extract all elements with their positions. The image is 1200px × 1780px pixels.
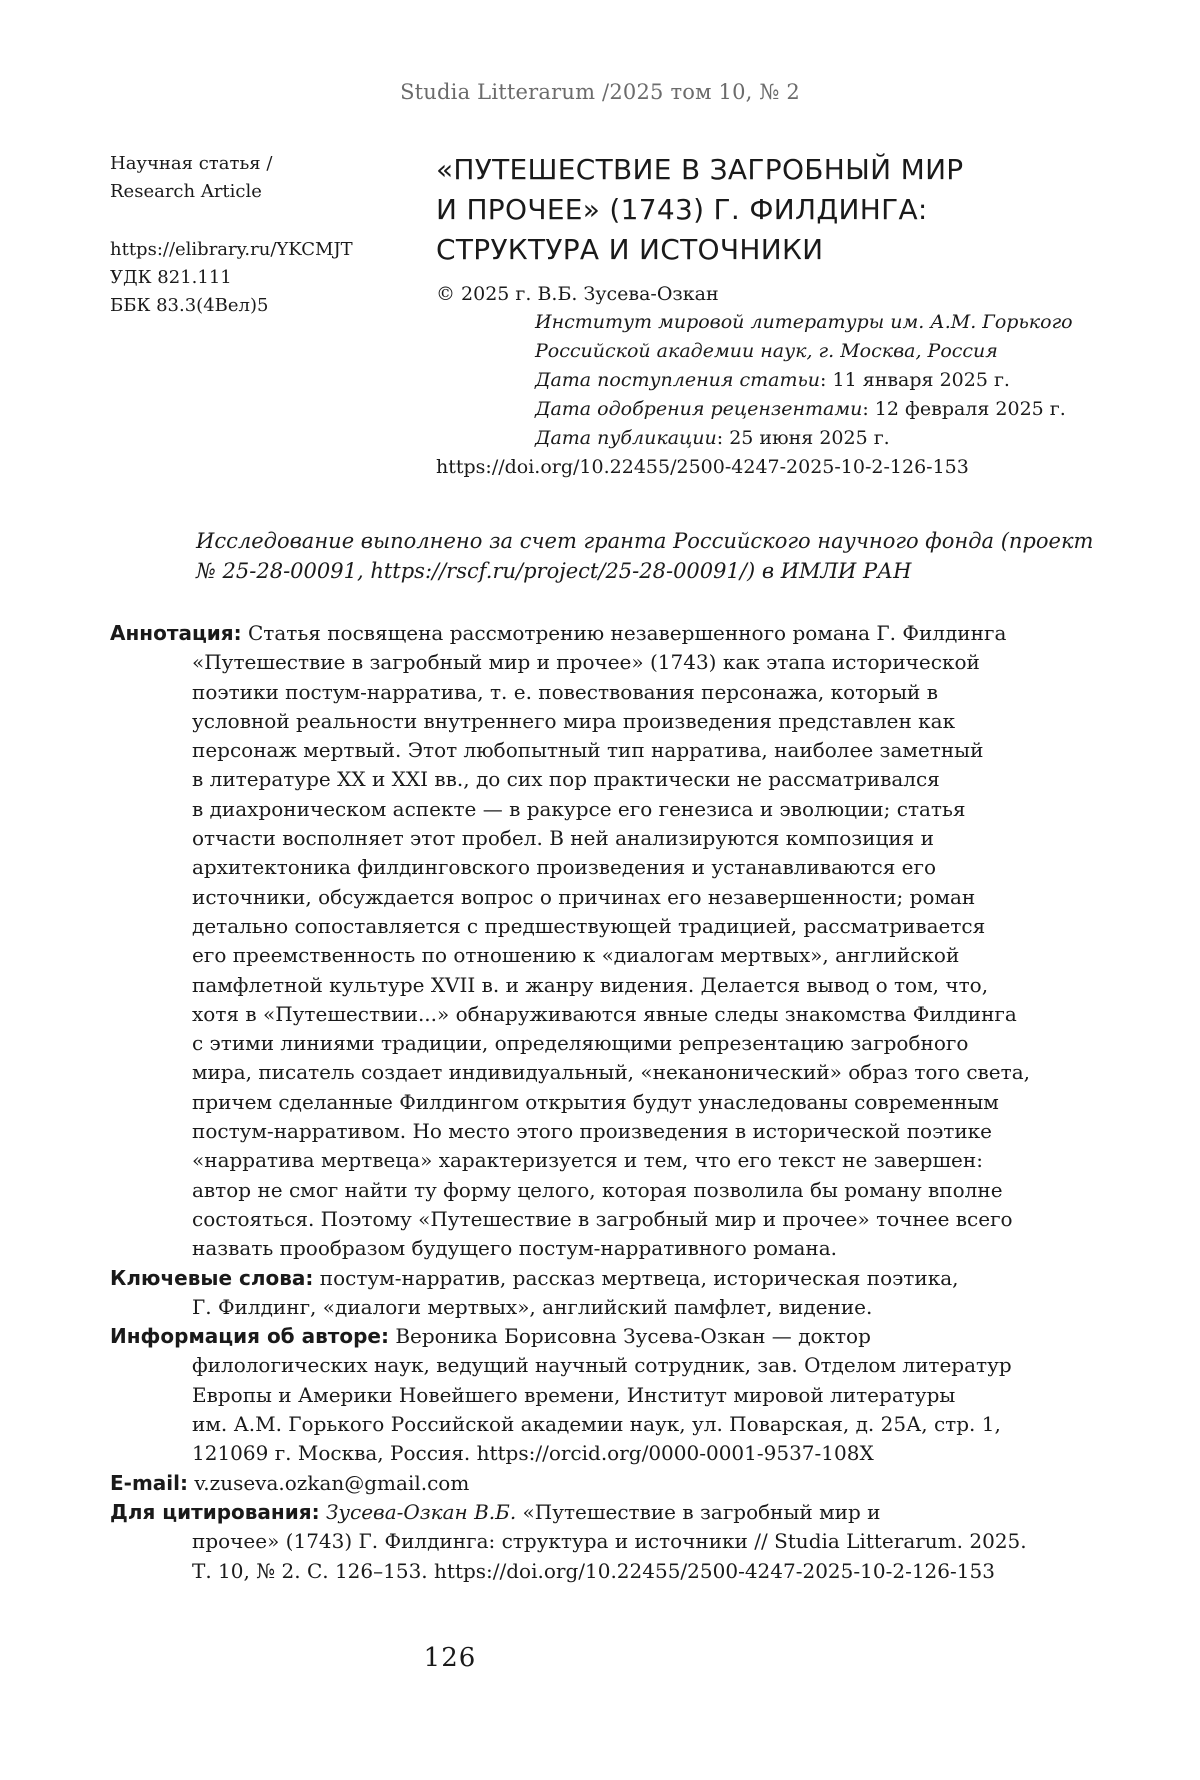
abstract-text: Статья посвящена рассмотрению незавершенного романа Г. Филдинга	[241, 621, 1007, 645]
abstract-line: персонаж мертвый. Этот любопытный тип нарратива, наиболее заметный	[192, 738, 984, 763]
citation-label: Для цитирования:	[110, 1499, 320, 1524]
abstract-line: автор не смог найти ту форму целого, которая позволила бы роману вполне	[192, 1177, 1003, 1202]
author-info-line: Европы и Америки Новейшего времени, Институт мировой литературы	[192, 1382, 956, 1407]
abstract-line: памфлетной культуре XVII в. и жанру видения. Делается вывод о том, что,	[192, 972, 989, 997]
title-line: «ПУТЕШЕСТВИЕ В ЗАГРОБНЫЙ МИР	[436, 153, 964, 186]
received-value: : 11 января 2025 г.	[820, 369, 1010, 391]
abstract-line: мира, писатель создает индивидуальный, «неканонический» образ того света,	[192, 1060, 1030, 1085]
author-info-line: 121069 г. Москва, Россия. https://orcid.org/0000-0001-9537-108X	[192, 1441, 874, 1466]
abstract-line: «Путешествие в загробный мир и прочее» (1743) как этапа исторической	[192, 650, 980, 675]
author-info-line: им. А.М. Горького Российской академии наук, ул. Поварская, д. 25А, стр. 1,	[192, 1412, 1001, 1437]
email-value[interactable]: v.zuseva.ozkan@gmail.com	[188, 1470, 470, 1495]
approved-value: : 12 февраля 2025 г.	[862, 398, 1066, 420]
approved-date	[535, 395, 1155, 424]
abstract-line: «нарратива мертвеца» характеризуется и тем, что его текст не завершен:	[192, 1148, 983, 1173]
abstract-line: назвать прообразом будущего постум-нарративного романа.	[192, 1236, 838, 1261]
author-info-line: филологических наук, ведущий научный сотрудник, зав. Отделом литератур	[192, 1353, 1012, 1378]
grant-line: № 25-28-00091, https://rscf.ru/project/25-28-00091/) в ИМЛИ РАН	[196, 559, 912, 583]
published-value: : 25 июня 2025 г.	[716, 427, 890, 449]
email-label: E-mail:	[110, 1470, 189, 1495]
keywords-label: Ключевые слова:	[110, 1265, 314, 1290]
abstract-label: Аннотация:	[110, 621, 242, 645]
abstract-section	[110, 619, 1110, 1586]
abstract-line: детально сопоставляется с предшествующей традицией, рассматривается	[192, 913, 986, 938]
byline: © 2025 г. В.Б. Зусева-Озкан	[436, 283, 719, 305]
abstract-line: состояться. Поэтому «Путешествие в загробный мир и прочее» точнее всего	[192, 1206, 1013, 1231]
grant-note	[196, 526, 1096, 586]
article-type-ru: Научная статья /	[110, 153, 273, 174]
abstract-line: в литературе XX и XXI вв., до сих пор практически не рассматривался	[192, 767, 940, 792]
journal-header: Studia Litterarum /2025 том 10, № 2	[400, 80, 800, 104]
abstract-line: постум-нарративом. Но место этого произведения в исторической поэтике	[192, 1119, 993, 1144]
author-info-label: Информация об авторе:	[110, 1324, 389, 1349]
elibrary-link[interactable]: https://elibrary.ru/YKCMJT	[110, 239, 353, 260]
keywords-line: Г. Филдинг, «диалоги мертвых», английский памфлет, видение.	[192, 1294, 873, 1319]
abstract-line: его преемственность по отношению к «диалогам мертвых», английской	[192, 943, 960, 968]
abstract-line: причем сделанные Филдингом открытия будут унаследованы современным	[192, 1089, 999, 1114]
email-line	[110, 1469, 1110, 1498]
article-type-en: Research Article	[110, 181, 262, 202]
title-line: И ПРОЧЕЕ» (1743) Г. ФИЛДИНГА:	[436, 193, 928, 226]
keywords-text: постум-нарратив, рассказ мертвеца, историческая поэтика,	[313, 1265, 959, 1290]
abstract-line: поэтики постум-нарратива, т. е. повествования персонажа, который в	[192, 679, 938, 704]
abstract-line: отчасти восполняет этот пробел. В ней анализируются композиция и	[192, 826, 934, 851]
published-date	[535, 424, 1155, 453]
udk-code: УДК 821.111	[110, 267, 232, 288]
abstract-line: с этими линиями традиции, определяющими репрезентацию загробного	[192, 1031, 969, 1056]
approved-label: Дата одобрения рецензентами	[535, 398, 863, 420]
author-info-first-line	[110, 1322, 1110, 1351]
abstract-first-line	[110, 619, 1110, 648]
page-number: 126	[423, 1643, 477, 1673]
doi-link[interactable]: https://doi.org/10.22455/2500-4247-2025-10-2-126-153	[436, 456, 969, 478]
affiliation-line: Российской академии наук, г. Москва, Россия	[535, 340, 998, 362]
affiliation-block	[535, 308, 1155, 453]
citation-author: Зусева-Озкан В.Б.	[325, 1499, 517, 1524]
citation-text: «Путешествие в загробный мир и	[516, 1499, 881, 1524]
received-label: Дата поступления статьи	[535, 369, 821, 391]
article-title	[436, 150, 1076, 270]
citation-first-line	[110, 1498, 1110, 1527]
published-label: Дата публикации	[535, 427, 717, 449]
citation-line: Т. 10, № 2. С. 126–153. https://doi.org/10.22455/2500-4247-2025-10-2-126-153	[192, 1558, 995, 1583]
article-meta	[110, 150, 400, 320]
abstract-line: условной реальности внутреннего мира произведения представлен как	[192, 708, 956, 733]
title-line: СТРУКТУРА И ИСТОЧНИКИ	[436, 233, 824, 266]
grant-line: Исследование выполнено за счет гранта Российского научного фонда (проект	[196, 529, 1094, 553]
citation-line: прочее» (1743) Г. Филдинга: структура и источники // Studia Litterarum. 2025.	[192, 1529, 1027, 1554]
bbk-code: ББК 83.3(4Вел)5	[110, 295, 269, 316]
abstract-line: архитектоника филдинговского произведения и устанавливаются его	[192, 855, 937, 880]
affiliation-line: Институт мировой литературы им. А.М. Горького	[535, 311, 1073, 333]
author-info-text: Вероника Борисовна Зусева-Озкан — доктор	[388, 1324, 871, 1349]
abstract-line: источники, обсуждается вопрос о причинах его незавершенности; роман	[192, 884, 976, 909]
abstract-line: в диахроническом аспекте — в ракурсе его генезиса и эволюции; статья	[192, 796, 966, 821]
keywords-first-line	[110, 1264, 1110, 1293]
abstract-line: хотя в «Путешествии...» обнаруживаются явные следы знакомства Филдинга	[192, 1001, 1017, 1026]
received-date	[535, 366, 1155, 395]
